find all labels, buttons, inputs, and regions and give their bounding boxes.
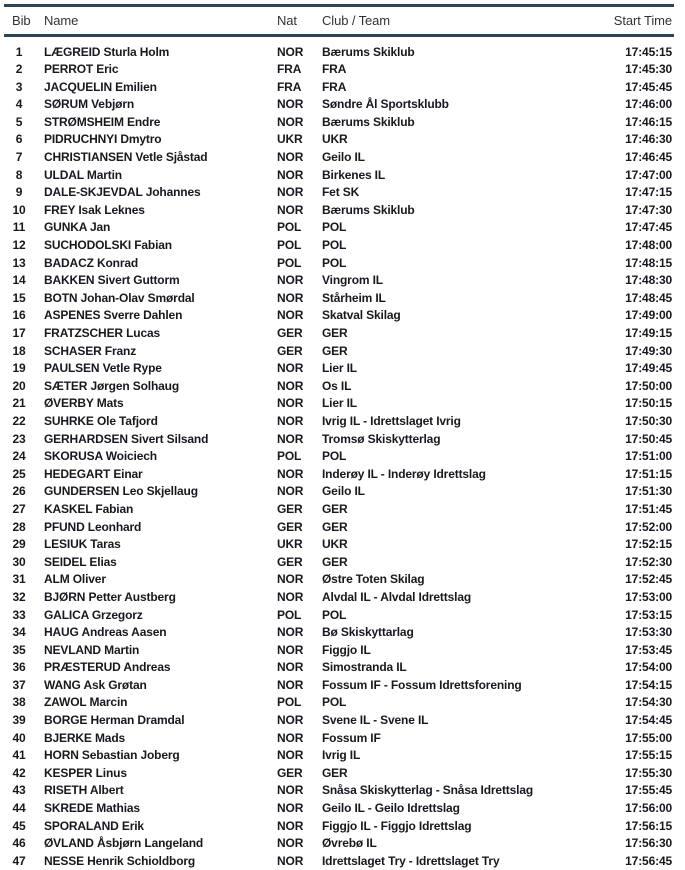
cell-club: Lier IL xyxy=(322,396,357,411)
cell-name: LÆGREID Sturla Holm xyxy=(44,44,170,59)
cell-nat: NOR xyxy=(277,150,304,165)
cell-start-time: 17:46:45 xyxy=(625,150,672,165)
cell-bib: 9 xyxy=(15,185,23,200)
table-row xyxy=(4,413,674,431)
table-row xyxy=(4,677,674,695)
table-row xyxy=(4,659,674,677)
cell-bib: 3 xyxy=(15,79,23,94)
cell-name: STRØMSHEIM Endre xyxy=(44,114,161,129)
table-row xyxy=(4,272,674,290)
cell-bib: 38 xyxy=(12,695,26,710)
cell-start-time: 17:53:00 xyxy=(625,589,672,604)
cell-bib: 20 xyxy=(12,378,26,393)
cell-name: GALICA Grzegorz xyxy=(44,607,143,622)
cell-start-time: 17:46:15 xyxy=(625,114,672,129)
cell-club: Bærums Skiklub xyxy=(322,202,415,217)
cell-name: BJØRN Petter Austberg xyxy=(44,589,176,604)
cell-bib: 27 xyxy=(12,501,26,516)
table-row xyxy=(4,202,674,220)
cell-nat: UKR xyxy=(277,132,303,147)
cell-start-time: 17:49:45 xyxy=(625,361,672,376)
cell-club: Birkenes IL xyxy=(322,167,386,182)
table-row xyxy=(4,96,674,114)
cell-name: SØRUM Vebjørn xyxy=(44,97,135,112)
table-row xyxy=(4,255,674,273)
table-row xyxy=(4,448,674,466)
cell-nat: NOR xyxy=(277,677,304,692)
cell-nat: NOR xyxy=(277,202,304,217)
cell-name: PRÆSTERUD Andreas xyxy=(44,660,171,675)
table-row xyxy=(4,290,674,308)
cell-name: LESIUK Taras xyxy=(44,537,121,552)
cell-nat: NOR xyxy=(277,396,304,411)
cell-bib: 35 xyxy=(12,642,26,657)
cell-bib: 28 xyxy=(12,519,26,534)
cell-name: ASPENES Sverre Dahlen xyxy=(44,308,183,323)
table-row xyxy=(4,730,674,748)
cell-name: HAUG Andreas Aasen xyxy=(44,625,167,640)
cell-start-time: 17:45:15 xyxy=(625,44,672,59)
cell-nat: NOR xyxy=(277,167,304,182)
cell-nat: NOR xyxy=(277,361,304,376)
cell-name: PERROT Eric xyxy=(44,62,119,77)
column-header-name: Name xyxy=(44,12,79,28)
cell-bib: 47 xyxy=(12,853,26,868)
cell-start-time: 17:47:30 xyxy=(625,202,672,217)
table-row xyxy=(4,501,674,519)
cell-club: Figgjo IL - Figgjo Idrettslag xyxy=(322,818,472,833)
cell-club: Simostranda IL xyxy=(322,660,407,675)
cell-bib: 42 xyxy=(12,765,26,780)
cell-club: UKR xyxy=(322,132,348,147)
cell-start-time: 17:51:30 xyxy=(625,484,672,499)
cell-nat: NOR xyxy=(277,801,304,816)
cell-name: BOTN Johan-Olav Smørdal xyxy=(44,290,195,305)
cell-bib: 14 xyxy=(12,273,26,288)
cell-bib: 29 xyxy=(12,537,26,552)
table-row xyxy=(4,642,674,660)
cell-name: JACQUELIN Emilien xyxy=(44,79,157,94)
table-row xyxy=(4,184,674,202)
cell-bib: 40 xyxy=(12,730,26,745)
cell-nat: NOR xyxy=(277,589,304,604)
cell-bib: 10 xyxy=(12,202,26,217)
cell-club: Søndre Ål Sportsklubb xyxy=(322,97,449,112)
cell-start-time: 17:54:00 xyxy=(625,660,672,675)
cell-bib: 23 xyxy=(12,431,26,446)
table-row xyxy=(4,378,674,396)
cell-name: BADACZ Konrad xyxy=(44,255,139,270)
cell-nat: GER xyxy=(277,554,303,569)
table-row xyxy=(4,237,674,255)
cell-start-time: 17:48:15 xyxy=(625,255,672,270)
column-header-bib: Bib xyxy=(12,12,31,28)
start-list-table xyxy=(4,4,674,870)
cell-name: SUCHODOLSKI Fabian xyxy=(44,238,172,253)
cell-start-time: 17:53:15 xyxy=(625,607,672,622)
table-row xyxy=(4,607,674,625)
cell-start-time: 17:53:45 xyxy=(625,642,672,657)
cell-nat: NOR xyxy=(277,853,304,868)
table-row xyxy=(4,149,674,167)
column-header-club-team: Club / Team xyxy=(322,12,391,28)
cell-club: POL xyxy=(322,695,347,710)
cell-club: UKR xyxy=(322,537,348,552)
cell-start-time: 17:54:15 xyxy=(625,677,672,692)
cell-club: Øvrebø IL xyxy=(322,836,377,851)
cell-club: GER xyxy=(322,326,348,340)
cell-name: KASKEL Fabian xyxy=(44,501,134,516)
cell-name: CHRISTIANSEN Vetle Sjåstad xyxy=(44,150,208,165)
table-row xyxy=(4,835,674,853)
cell-bib: 5 xyxy=(15,114,23,129)
cell-start-time: 17:50:45 xyxy=(625,431,672,446)
cell-club: Idrettslaget Try - Idrettslaget Try xyxy=(322,853,500,868)
table-row xyxy=(4,79,674,97)
cell-bib: 22 xyxy=(12,413,26,428)
cell-club: Lier IL xyxy=(322,361,357,376)
cell-club: Ivrig IL - Idrettslaget Ivrig xyxy=(322,413,461,428)
cell-bib: 16 xyxy=(12,308,26,323)
cell-nat: POL xyxy=(277,695,302,710)
cell-start-time: 17:46:00 xyxy=(625,97,672,112)
cell-name: BAKKEN Sivert Guttorm xyxy=(44,273,180,288)
table-row xyxy=(4,114,674,132)
table-row xyxy=(4,765,674,783)
cell-start-time: 17:50:30 xyxy=(625,413,672,428)
table-row xyxy=(4,44,674,62)
cell-start-time: 17:48:45 xyxy=(625,290,672,305)
table-row xyxy=(4,131,674,149)
cell-start-time: 17:55:30 xyxy=(625,765,672,780)
table-row xyxy=(4,818,674,836)
cell-club: GER xyxy=(322,765,348,780)
cell-nat: NOR xyxy=(277,818,304,833)
cell-start-time: 17:51:00 xyxy=(625,449,672,464)
table-row xyxy=(4,307,674,325)
cell-name: HEDEGART Einar xyxy=(44,466,143,481)
table-row xyxy=(4,589,674,607)
table-row xyxy=(4,167,674,185)
cell-name: SKREDE Mathias xyxy=(44,801,140,816)
cell-name: FREY Isak Leknes xyxy=(44,202,145,217)
cell-nat: NOR xyxy=(277,730,304,745)
cell-bib: 41 xyxy=(12,748,26,763)
cell-nat: NOR xyxy=(277,836,304,851)
cell-name: HORN Sebastian Joberg xyxy=(44,748,180,763)
cell-nat: NOR xyxy=(277,97,304,112)
cell-bib: 34 xyxy=(12,625,26,640)
cell-start-time: 17:50:00 xyxy=(625,378,672,393)
cell-bib: 11 xyxy=(12,220,26,235)
table-row xyxy=(4,61,674,79)
cell-bib: 46 xyxy=(12,836,26,851)
table-row xyxy=(4,431,674,449)
table-row xyxy=(4,747,674,765)
cell-bib: 26 xyxy=(12,484,26,499)
table-row xyxy=(4,536,674,554)
cell-nat: NOR xyxy=(277,625,304,640)
cell-nat: GER xyxy=(277,519,303,534)
cell-nat: GER xyxy=(277,501,303,516)
table-row xyxy=(4,624,674,642)
cell-nat: NOR xyxy=(277,713,304,728)
table-row xyxy=(4,343,674,361)
cell-start-time: 17:47:45 xyxy=(625,220,672,235)
cell-start-time: 17:49:00 xyxy=(625,308,672,323)
cell-club: Bærums Skiklub xyxy=(322,114,415,129)
cell-club: GER xyxy=(322,501,348,516)
cell-club: Geilo IL xyxy=(322,484,365,499)
cell-name: WANG Ask Grøtan xyxy=(44,677,147,692)
cell-club: Bærums Skiklub xyxy=(322,44,415,59)
cell-club: Ivrig IL xyxy=(322,748,361,763)
cell-club: Østre Toten Skilag xyxy=(322,572,425,587)
cell-club: POL xyxy=(322,449,347,464)
cell-nat: FRA xyxy=(277,79,302,94)
cell-club: Stårheim IL xyxy=(322,290,386,305)
cell-bib: 45 xyxy=(12,818,26,833)
cell-club: Snåsa Skiskytterlag - Snåsa Idrettslag xyxy=(322,783,534,798)
cell-start-time: 17:56:45 xyxy=(625,853,672,868)
cell-start-time: 17:55:00 xyxy=(625,730,672,745)
cell-club: Tromsø Skiskytterlag xyxy=(322,431,441,446)
start-list-rows xyxy=(4,37,674,870)
cell-bib: 2 xyxy=(15,62,23,77)
cell-bib: 21 xyxy=(12,396,26,411)
cell-nat: NOR xyxy=(277,185,304,200)
table-row xyxy=(4,571,674,589)
cell-club: Geilo IL - Geilo Idrettslag xyxy=(322,801,460,816)
cell-start-time: 17:49:15 xyxy=(625,326,672,340)
cell-bib: 31 xyxy=(12,572,26,587)
cell-nat: NOR xyxy=(277,783,304,798)
cell-nat: NOR xyxy=(277,572,304,587)
cell-club: FRA xyxy=(322,79,347,94)
cell-bib: 19 xyxy=(12,361,26,376)
cell-club: POL xyxy=(322,238,347,253)
cell-start-time: 17:55:45 xyxy=(625,783,672,798)
cell-start-time: 17:47:15 xyxy=(625,185,672,200)
table-row xyxy=(4,694,674,712)
cell-bib: 15 xyxy=(12,290,26,305)
table-header-row xyxy=(4,7,674,35)
cell-start-time: 17:50:15 xyxy=(625,396,672,411)
cell-name: KESPER Linus xyxy=(44,765,127,780)
cell-name: RISETH Albert xyxy=(44,783,124,798)
column-header-start-time: Start Time xyxy=(613,12,672,28)
cell-nat: POL xyxy=(277,238,302,253)
cell-bib: 8 xyxy=(15,167,23,182)
cell-club: GER xyxy=(322,519,348,534)
cell-bib: 37 xyxy=(12,677,26,692)
cell-bib: 30 xyxy=(12,554,26,569)
cell-nat: NOR xyxy=(277,44,304,59)
cell-start-time: 17:52:00 xyxy=(625,519,672,534)
table-row xyxy=(4,395,674,413)
cell-nat: POL xyxy=(277,449,302,464)
cell-name: SKORUSA Woiciech xyxy=(44,449,157,464)
cell-nat: NOR xyxy=(277,273,304,288)
cell-club: Alvdal IL - Alvdal Idrettslag xyxy=(322,589,472,604)
cell-start-time: 17:56:00 xyxy=(625,801,672,816)
cell-name: ZAWOL Marcin xyxy=(44,695,128,710)
table-row xyxy=(4,782,674,800)
cell-start-time: 17:56:15 xyxy=(625,818,672,833)
cell-nat: GER xyxy=(277,765,303,780)
table-row xyxy=(4,800,674,818)
cell-start-time: 17:51:45 xyxy=(625,501,672,516)
cell-nat: POL xyxy=(277,255,302,270)
cell-nat: NOR xyxy=(277,466,304,481)
cell-name: SUHRKE Ole Tafjord xyxy=(44,413,158,428)
cell-start-time: 17:51:15 xyxy=(625,466,672,481)
cell-start-time: 17:56:30 xyxy=(625,836,672,851)
cell-bib: 1 xyxy=(15,44,23,59)
cell-start-time: 17:52:45 xyxy=(625,572,672,587)
cell-bib: 39 xyxy=(12,713,26,728)
cell-nat: NOR xyxy=(277,413,304,428)
cell-name: SCHASER Franz xyxy=(44,343,137,358)
cell-club: Os IL xyxy=(322,378,352,393)
cell-bib: 17 xyxy=(12,326,26,340)
cell-name: BJERKE Mads xyxy=(44,730,126,745)
cell-name: PFUND Leonhard xyxy=(44,519,142,534)
cell-name: GERHARDSEN Sivert Silsand xyxy=(44,431,209,446)
cell-nat: NOR xyxy=(277,484,304,499)
cell-start-time: 17:49:30 xyxy=(625,343,672,358)
cell-start-time: 17:52:15 xyxy=(625,537,672,552)
cell-club: Vingrom IL xyxy=(322,273,383,288)
cell-start-time: 17:48:00 xyxy=(625,238,672,253)
cell-start-time: 17:46:30 xyxy=(625,132,672,147)
cell-start-time: 17:54:45 xyxy=(625,713,672,728)
cell-name: PAULSEN Vetle Rype xyxy=(44,361,162,376)
cell-name: DALE-SKJEVDAL Johannes xyxy=(44,185,201,200)
cell-club: POL xyxy=(322,607,347,622)
table-row xyxy=(4,219,674,237)
cell-club: Figgjo IL xyxy=(322,642,371,657)
cell-club: GER xyxy=(322,554,348,569)
cell-club: Skatval Skilag xyxy=(322,308,401,323)
cell-start-time: 17:53:30 xyxy=(625,625,672,640)
cell-nat: NOR xyxy=(277,660,304,675)
cell-club: Fet SK xyxy=(322,185,360,200)
cell-nat: NOR xyxy=(277,290,304,305)
table-row xyxy=(4,466,674,484)
cell-bib: 36 xyxy=(12,660,26,675)
cell-name: FRATZSCHER Lucas xyxy=(44,326,161,340)
cell-start-time: 17:54:30 xyxy=(625,695,672,710)
cell-name: PIDRUCHNYI Dmytro xyxy=(44,132,162,147)
cell-bib: 12 xyxy=(12,238,26,253)
table-row xyxy=(4,712,674,730)
cell-nat: POL xyxy=(277,220,302,235)
cell-nat: FRA xyxy=(277,62,302,77)
cell-nat: NOR xyxy=(277,114,304,129)
column-header-nat: Nat xyxy=(277,12,297,28)
cell-nat: NOR xyxy=(277,431,304,446)
cell-club: Fossum IF - Fossum Idrettsforening xyxy=(322,677,522,692)
cell-bib: 33 xyxy=(12,607,26,622)
cell-name: BORGE Herman Dramdal xyxy=(44,713,185,728)
cell-name: NEVLAND Martin xyxy=(44,642,140,657)
cell-start-time: 17:52:30 xyxy=(625,554,672,569)
cell-name: ALM Oliver xyxy=(44,572,106,587)
cell-name: ØVLAND Åsbjørn Langeland xyxy=(44,836,204,851)
cell-name: ØVERBY Mats xyxy=(44,396,124,411)
cell-bib: 18 xyxy=(12,343,26,358)
cell-start-time: 17:45:45 xyxy=(625,79,672,94)
cell-nat: NOR xyxy=(277,748,304,763)
cell-nat: UKR xyxy=(277,537,303,552)
cell-bib: 13 xyxy=(12,255,26,270)
cell-club: POL xyxy=(322,255,347,270)
table-row xyxy=(4,853,674,870)
cell-club: Inderøy IL - Inderøy Idrettslag xyxy=(322,466,486,481)
cell-start-time: 17:55:15 xyxy=(625,748,672,763)
cell-name: GUNKA Jan xyxy=(44,220,111,235)
cell-start-time: 17:48:30 xyxy=(625,273,672,288)
cell-bib: 25 xyxy=(12,466,26,481)
cell-name: SEIDEL Elias xyxy=(44,554,117,569)
cell-nat: NOR xyxy=(277,378,304,393)
cell-bib: 44 xyxy=(12,801,26,816)
cell-nat: GER xyxy=(277,326,303,340)
cell-start-time: 17:47:00 xyxy=(625,167,672,182)
cell-bib: 43 xyxy=(12,783,26,798)
cell-bib: 24 xyxy=(12,449,26,464)
cell-club: FRA xyxy=(322,62,347,77)
cell-club: POL xyxy=(322,220,347,235)
cell-club: Fossum IF xyxy=(322,730,381,745)
cell-club: Geilo IL xyxy=(322,150,365,165)
cell-club: GER xyxy=(322,343,348,358)
cell-nat: GER xyxy=(277,343,303,358)
cell-name: GUNDERSEN Leo Skjellaug xyxy=(44,484,198,499)
cell-bib: 4 xyxy=(15,97,23,112)
table-row xyxy=(4,360,674,378)
cell-nat: POL xyxy=(277,607,302,622)
cell-bib: 32 xyxy=(12,589,26,604)
cell-club: Bø Skiskyttarlag xyxy=(322,625,414,640)
cell-bib: 6 xyxy=(15,132,23,147)
cell-bib: 7 xyxy=(15,150,23,165)
cell-club: Svene IL - Svene IL xyxy=(322,713,429,728)
cell-name: SPORALAND Erik xyxy=(44,818,144,833)
cell-name: ULDAL Martin xyxy=(44,167,122,182)
table-row xyxy=(4,325,674,343)
cell-name: NESSE Henrik Schioldborg xyxy=(44,853,196,868)
table-row xyxy=(4,554,674,572)
cell-start-time: 17:45:30 xyxy=(625,62,672,77)
table-row xyxy=(4,519,674,537)
cell-nat: NOR xyxy=(277,642,304,657)
cell-nat: NOR xyxy=(277,308,304,323)
table-row xyxy=(4,483,674,501)
cell-name: SÆTER Jørgen Solhaug xyxy=(44,378,180,393)
